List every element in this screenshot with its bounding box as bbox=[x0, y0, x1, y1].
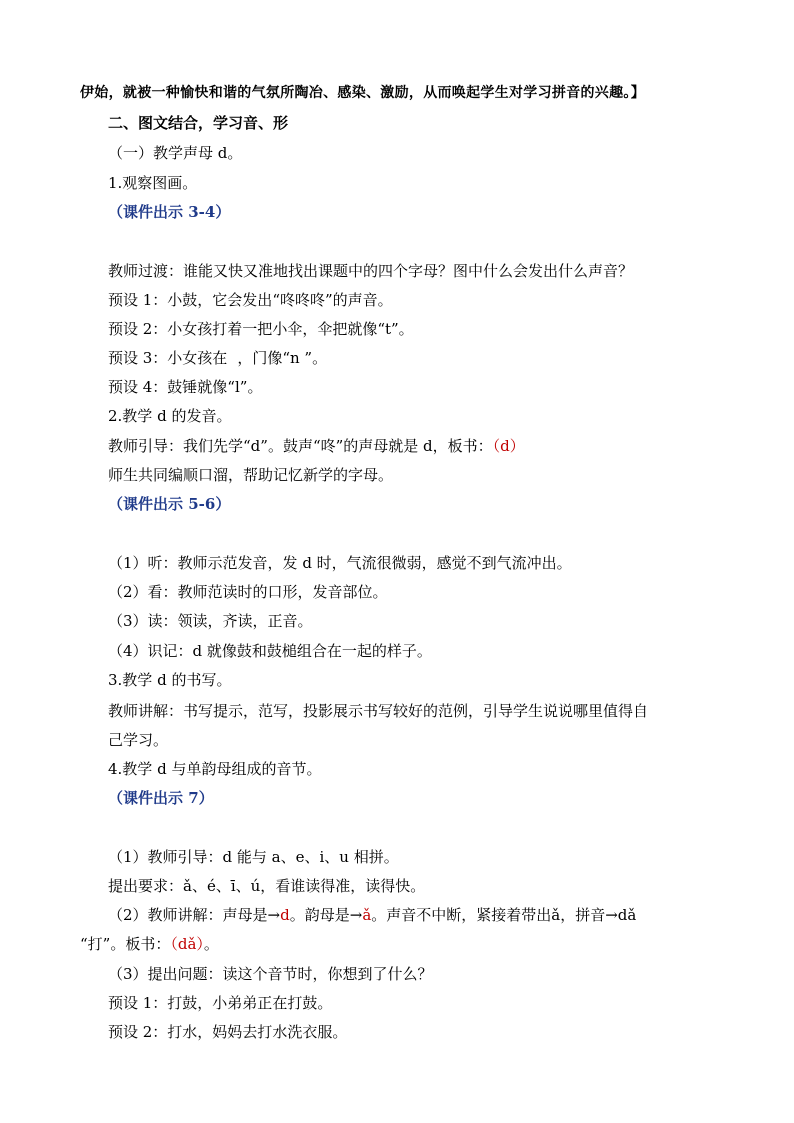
preset-6: 预设 2：打水，妈妈去打水洗衣服。 bbox=[108, 1023, 348, 1041]
explain-4-part-a: “打”。板书： bbox=[80, 935, 171, 953]
explain-line-2: 己学习。 bbox=[108, 731, 169, 749]
rhyme-line: 师生共同编顺口溜，帮助记忆新学的字母。 bbox=[108, 466, 394, 484]
preset-2: 预设 2：小女孩打着一把小伞，伞把就像“t”。 bbox=[108, 320, 414, 338]
subsection-heading: （一）教学声母 d。 bbox=[108, 144, 243, 162]
memorize-step: （4）识记：d 就像鼓和鼓槌组合在一起的样子。 bbox=[108, 642, 432, 660]
explain-line-4 bbox=[80, 934, 219, 954]
teacher-guide-2: （1）教师引导：d 能与 a、e、i、u 相拼。 bbox=[108, 848, 399, 866]
preset-3-text: 预设 3：小女孩在 bbox=[108, 349, 228, 367]
step-1: 1.观察图画。 bbox=[108, 174, 198, 192]
courseware-note-3: （课件出示 7） bbox=[108, 789, 214, 807]
board-d: （d） bbox=[492, 437, 525, 455]
teacher-guide-text: 教师引导：我们先学“d”。鼓声“咚”的声母就是 d，板书： bbox=[108, 437, 493, 455]
explain-3-part-b: 。韵母是→ bbox=[289, 906, 363, 924]
courseware-note-2: （课件出示 5-6） bbox=[108, 495, 231, 513]
explain-3-part-a: （2）教师讲解：声母是→ bbox=[108, 906, 281, 924]
preset-3 bbox=[108, 348, 327, 368]
question-line: （3）提出问题：读这个音节时，你想到了什么？ bbox=[108, 965, 433, 983]
explain-3-part-c: 。声音不中断，紧接着带出ǎ，拼音→dǎ bbox=[371, 906, 637, 924]
explain-3-d: d bbox=[280, 906, 290, 924]
explain-line-3 bbox=[108, 905, 636, 925]
intro-line: 伊始，就被一种愉快和谐的气氛所陶冶、感染、激励，从而唤起学生对学习拼音的兴趣。】 bbox=[80, 85, 645, 101]
courseware-note-1: （课件出示 3-4） bbox=[108, 203, 231, 221]
preset-3-tail: ，门像“n ”。 bbox=[237, 349, 328, 367]
look-step: （2）看：教师范读时的口形，发音部位。 bbox=[108, 583, 388, 601]
teacher-transition: 教师过渡：谁能又快又准地找出课题中的四个字母？图中什么会发出什么声音？ bbox=[108, 262, 634, 280]
step-2: 2.教学 d 的发音。 bbox=[108, 407, 232, 425]
section-heading: 二、图文结合，学习音、形 bbox=[108, 114, 289, 132]
read-step: （3）读：领读，齐读，正音。 bbox=[108, 612, 313, 630]
preset-4: 预设 4：鼓锤就像“l”。 bbox=[108, 378, 263, 396]
step-3: 3.教学 d 的书写。 bbox=[108, 671, 232, 689]
preset-5: 预设 1：打鼓，小弟弟正在打鼓。 bbox=[108, 994, 333, 1012]
board-da: （dǎ） bbox=[170, 935, 204, 953]
preset-1: 预设 1：小鼓，它会发出“咚咚咚”的声音。 bbox=[108, 291, 393, 309]
requirement-line: 提出要求：ǎ、é、ī、ú，看谁读得准，读得快。 bbox=[108, 877, 426, 895]
listen-step: （1）听：教师示范发音，发 d 时，气流很微弱，感觉不到气流冲出。 bbox=[108, 554, 572, 572]
explain-line-1: 教师讲解：书写提示，范写，投影展示书写较好的范例，引导学生说说哪里值得自 bbox=[108, 702, 649, 720]
explain-3-a: ǎ bbox=[362, 906, 372, 924]
step-4: 4.教学 d 与单韵母组成的音节。 bbox=[108, 760, 322, 778]
teacher-guide bbox=[108, 436, 525, 456]
explain-4-part-c: 。 bbox=[203, 935, 219, 953]
